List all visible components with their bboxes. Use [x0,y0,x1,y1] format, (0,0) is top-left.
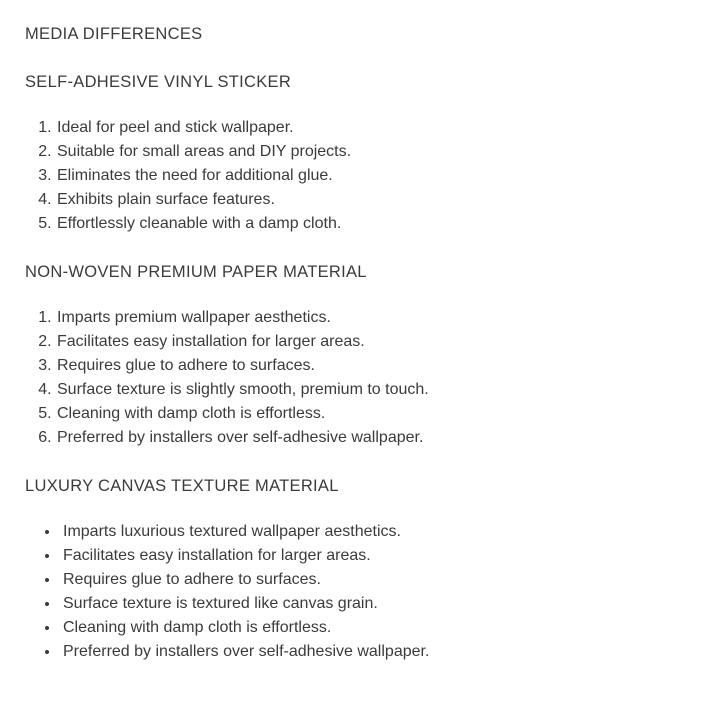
list-item: • Requires glue to adhere to surfaces. [60,568,695,592]
list-item: 2. Facilitates easy installation for larger areas. [56,330,695,354]
list-item: 3. Requires glue to adhere to surfaces. [56,354,695,378]
section-luxury-canvas [25,474,695,664]
list-item: • Imparts luxurious textured wallpaper aesthetics. [60,520,695,544]
list-item: 1. Ideal for peel and stick wallpaper. [56,116,695,140]
feature-list [25,306,695,450]
section-heading: NON-WOVEN PREMIUM PAPER MATERIAL [25,263,367,281]
list-item: 6. Preferred by installers over self-adhesive wallpaper. [56,426,695,450]
page-title: MEDIA DIFFERENCES [25,25,203,43]
list-item: 4. Surface texture is slightly smooth, premium to touch. [56,378,695,402]
feature-list [25,116,695,236]
list-item: • Cleaning with damp cloth is effortless. [60,616,695,640]
list-item: • Surface texture is textured like canvas grain. [60,592,695,616]
list-item: 1. Imparts premium wallpaper aesthetics. [56,306,695,330]
list-item: • Preferred by installers over self-adhesive wallpaper. [60,640,695,664]
list-item: 3. Eliminates the need for additional glue. [56,164,695,188]
list-item: 2. Suitable for small areas and DIY projects. [56,140,695,164]
list-item: 4. Exhibits plain surface features. [56,188,695,212]
section-non-woven-paper [25,260,695,450]
section-heading: SELF-ADHESIVE VINYL STICKER [25,73,292,91]
list-item: 5. Effortlessly cleanable with a damp cloth. [56,212,695,236]
list-item: • Facilitates easy installation for larger areas. [60,544,695,568]
section-heading: LUXURY CANVAS TEXTURE MATERIAL [25,477,339,495]
list-item: 5. Cleaning with damp cloth is effortless. [56,402,695,426]
feature-list [25,520,695,664]
section-self-adhesive-vinyl [25,70,695,236]
